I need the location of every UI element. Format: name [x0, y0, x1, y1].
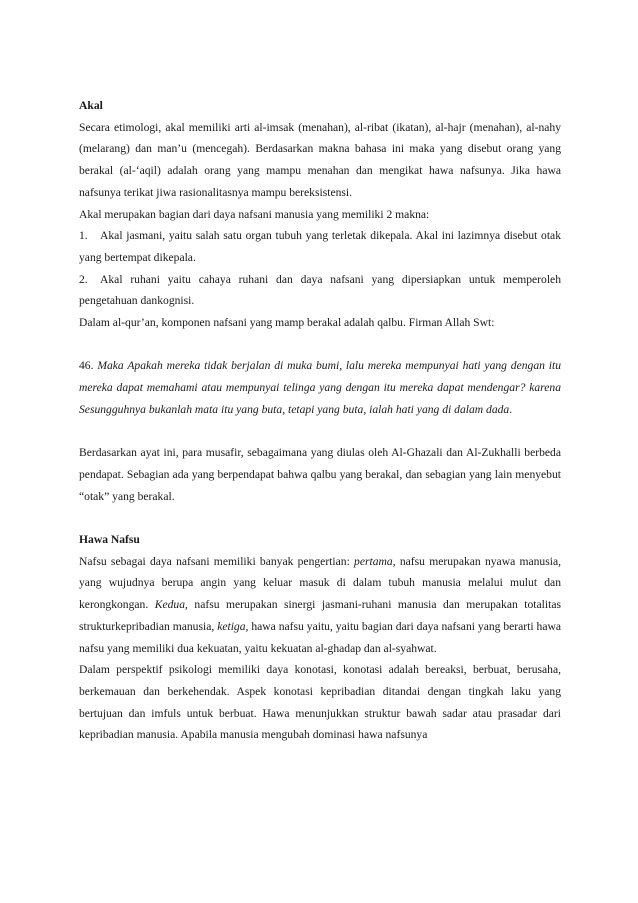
verse-number: 46.	[79, 359, 94, 373]
text-run: hawa nafsu yaitu, yaitu bagian dari daya nafsani yang berarti hawa nafsu yang memiliki dua kekuatan, yaitu kekuatan al-ghadap dan al-syahwat.	[79, 619, 562, 655]
text-run: , nafsu merupakan nyawa manusia, yang wujudnya berupa angin yang keluar masuk di dalam tubuh manusia melalui mulut dan kerongkongan.	[79, 554, 561, 612]
list-item-text: Akal jasmani, yaitu salah satu organ tubuh yang terletak dikepala. Akal ini lazimnya disebut otak yang bertempat dikepala.	[79, 229, 561, 264]
emphasis-ketiga: ketiga,	[217, 619, 249, 633]
emphasis-pertama: pertama	[354, 554, 393, 568]
spacer	[79, 507, 561, 529]
emphasis-kedua: Kedua,	[154, 598, 188, 612]
list-item-1	[79, 225, 561, 268]
verse-text: Maka Apakah mereka tidak berjalan di muka bumi, lalu mereka mempunyai hati yang dengan itu mereka dapat memahami atau mempunyai telinga yang dengan itu mereka dapat mendengar? karena Sesungguhnya bukanlah mata itu yang buta, tetapi yang buta, ialah hati yang di dalam dada	[79, 359, 561, 416]
list-item-text: Akal ruhani yaitu cahaya ruhani dan daya nafsani yang dipersiapkan untuk memperoleh pengetahuan dankognisi.	[79, 272, 561, 308]
paragraph-berdasarkan-ayat: Berdasarkan ayat ini, para musafir, sebagaimana yang diulas oleh Al-Ghazali dan Al-Zukhalli berbeda pendapat. Sebagian ada yang berpendapat bahwa qalbu yang berakal, dan sebagian yang lain menyebut “otak” yang berakal.	[79, 446, 561, 503]
paragraph-nafsu-pengertian	[79, 551, 561, 660]
verse-quote	[79, 355, 561, 420]
verse-end: .	[509, 402, 513, 416]
paragraph-dua-makna: Akal merupakan bagian dari daya nafsani manusia yang memiliki 2 makna:	[79, 207, 430, 221]
paragraph-etimologi: Secara etimologi, akal memiliki arti al-imsak (menahan), al-ribat (ikatan), al-hajr (menahan), al-nahy (melarang) dan man’u (mencegah). Berdasarkan makna bahasa ini maka yang disebut orang yang berakal (al-‘aqil) adalah orang yang mampu menahan dan mengikat hawa nafsunya. Jika hawa nafsunya terikat jiwa rasionalitasnya mampu bereksistensi.	[79, 120, 561, 199]
list-item-2	[79, 269, 561, 312]
section-heading-akal: Akal	[79, 99, 103, 112]
document-page	[79, 95, 561, 746]
paragraph-alquran: Dalam al-qur’an, komponen nafsani yang mamp berakal adalah qalbu. Firman Allah Swt:	[79, 316, 495, 330]
spacer	[79, 421, 561, 443]
paragraph-psikologi: Dalam perspektif psikologi memiliki daya konotasi, konotasi adalah bereaksi, berbuat, berusaha, berkemauan dan berkehendak. Aspek konotasi kepribadian ditandai dengan tingkah laku yang bertujuan dan imfuls untuk berbuat. Hawa menunjukkan struktur bawah sadar atau prasadar dari kepribadian manusia. Apabila manusia mengubah dominasi hawa nafsunya	[79, 663, 561, 742]
list-number: 1.	[79, 229, 88, 243]
spacer	[79, 334, 561, 356]
text-run: nafsu merupakan sinergi jasmani-ruhani manusia dan merupakan totalitas strukturkepribadian manusia,	[79, 598, 561, 633]
list-number: 2.	[79, 272, 88, 286]
section-heading-hawa-nafsu: Hawa Nafsu	[79, 533, 140, 547]
text-run: Nafsu sebagai daya nafsani memiliki banyak pengertian:	[79, 554, 355, 568]
